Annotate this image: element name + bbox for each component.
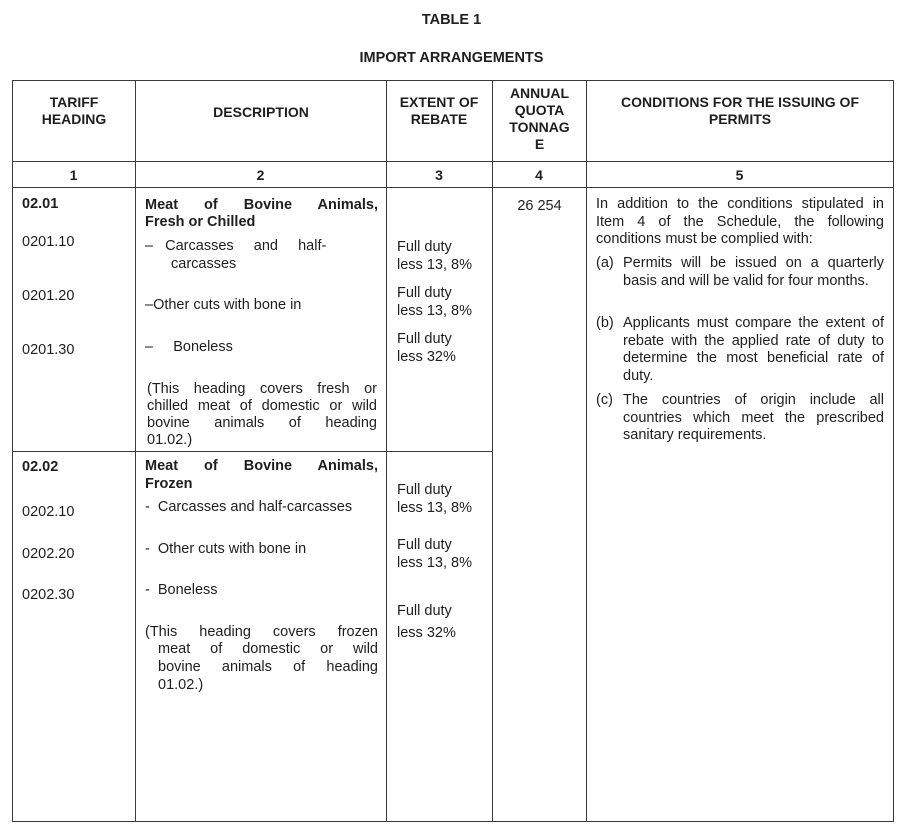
column-line-1 (135, 80, 136, 822)
rebate-value: less 13, 8% (397, 555, 472, 571)
header-annual-quota-line1: ANNUAL (509, 85, 570, 101)
condition-label: (b) (596, 315, 614, 331)
condition-label: (a) (596, 255, 614, 271)
description-note: (This heading covers frozen (145, 624, 378, 640)
description-note: 01.02.) (147, 432, 193, 448)
description-item: –Other cuts with bone in (145, 297, 302, 313)
header-extent-of-rebate: EXTENT OF REBATE (399, 94, 479, 127)
tariff-code: 0201.20 (22, 288, 75, 304)
column-number-4: 4 (535, 167, 543, 183)
description-title: Meat of Bovine Animals, (145, 197, 378, 213)
tariff-code: 0201.10 (22, 234, 75, 250)
header-conditions: CONDITIONS FOR THE ISSUING OF PERMITS (620, 94, 859, 127)
column-line-5 (893, 80, 894, 822)
header-divider (12, 161, 894, 162)
description-note: 01.02.) (158, 677, 204, 693)
condition-text: Permits will be issued on a quarterly basis and will be valid for four months. (623, 255, 884, 289)
table-top-border (12, 80, 894, 81)
column-number-3: 3 (435, 167, 443, 183)
rebate-value: less 13, 8% (397, 500, 472, 516)
rebate-value: Full duty (397, 482, 452, 498)
condition-label: (c) (596, 392, 613, 408)
header-annual-quota-line4: E (534, 136, 545, 152)
condition-item-c (596, 392, 884, 445)
tariff-code: 0202.10 (22, 504, 75, 520)
header-annual-quota-line2: QUOTA (514, 102, 565, 118)
description-note: (This heading covers fresh or (147, 381, 377, 397)
rebate-value: Full duty (397, 537, 452, 553)
rebate-value: Full duty (397, 331, 452, 347)
description-item: – Boneless (145, 339, 233, 355)
table-caption: IMPORT ARRANGEMENTS (359, 50, 544, 66)
column-number-2: 2 (256, 167, 265, 183)
description-title: Frozen (145, 476, 193, 492)
header-description: DESCRIPTION (213, 104, 309, 120)
description-note: bovine animals of heading (147, 415, 377, 431)
tariff-heading-0202: 02.02 (22, 459, 59, 475)
tariff-code: 0201.30 (22, 342, 75, 358)
rebate-value: less 13, 8% (397, 257, 472, 273)
description-item: carcasses (171, 256, 237, 272)
description-item: – Carcasses and half- (145, 238, 327, 254)
table-number-title: TABLE 1 (421, 12, 482, 28)
column-number-1: 1 (69, 167, 78, 183)
description-note: bovine animals of heading (158, 659, 378, 675)
tariff-code: 0202.20 (22, 546, 75, 562)
rebate-value: Full duty (397, 603, 452, 619)
description-item: - Other cuts with bone in (145, 541, 307, 557)
tariff-code: 0202.30 (22, 587, 75, 603)
condition-item-b (596, 315, 884, 385)
condition-item-a (596, 255, 884, 290)
column-number-5: 5 (735, 167, 744, 183)
rebate-value: less 32% (397, 349, 456, 365)
description-note: chilled meat of domestic or wild (147, 398, 377, 414)
description-item: - Carcasses and half-carcasses (145, 499, 353, 515)
rebate-value: less 13, 8% (397, 303, 472, 319)
tariff-heading-0201: 02.01 (22, 196, 59, 212)
description-title: Fresh or Chilled (145, 214, 256, 230)
description-title: Meat of Bovine Animals, (145, 458, 378, 474)
table-bottom-border (12, 821, 894, 822)
condition-text: Applicants must compare the extent of rebate with the applied rate of duty to determine the most beneficial rate of duty. (623, 315, 884, 384)
column-line-4 (586, 80, 587, 822)
header-tariff-heading: TARIFF HEADING (41, 94, 107, 127)
description-item: - Boneless (145, 582, 218, 598)
annual-quota-value: 26 254 (517, 198, 562, 214)
column-number-divider (12, 187, 894, 188)
condition-text: The countries of origin include all countries which meet the prescribed sanitary requirements. (623, 392, 884, 443)
description-note: meat of domestic or wild (158, 641, 378, 657)
column-line-3 (492, 80, 493, 822)
conditions-intro: In addition to the conditions stipulated in Item 4 of the Schedule, the following conditions must be complied with: (596, 196, 884, 247)
rebate-value: less 32% (397, 625, 456, 641)
header-annual-quota-line3: TONNAG (509, 119, 570, 135)
section-divider (12, 451, 493, 452)
column-line-0 (12, 80, 13, 822)
rebate-value: Full duty (397, 239, 452, 255)
rebate-value: Full duty (397, 285, 452, 301)
column-line-2 (386, 80, 387, 822)
